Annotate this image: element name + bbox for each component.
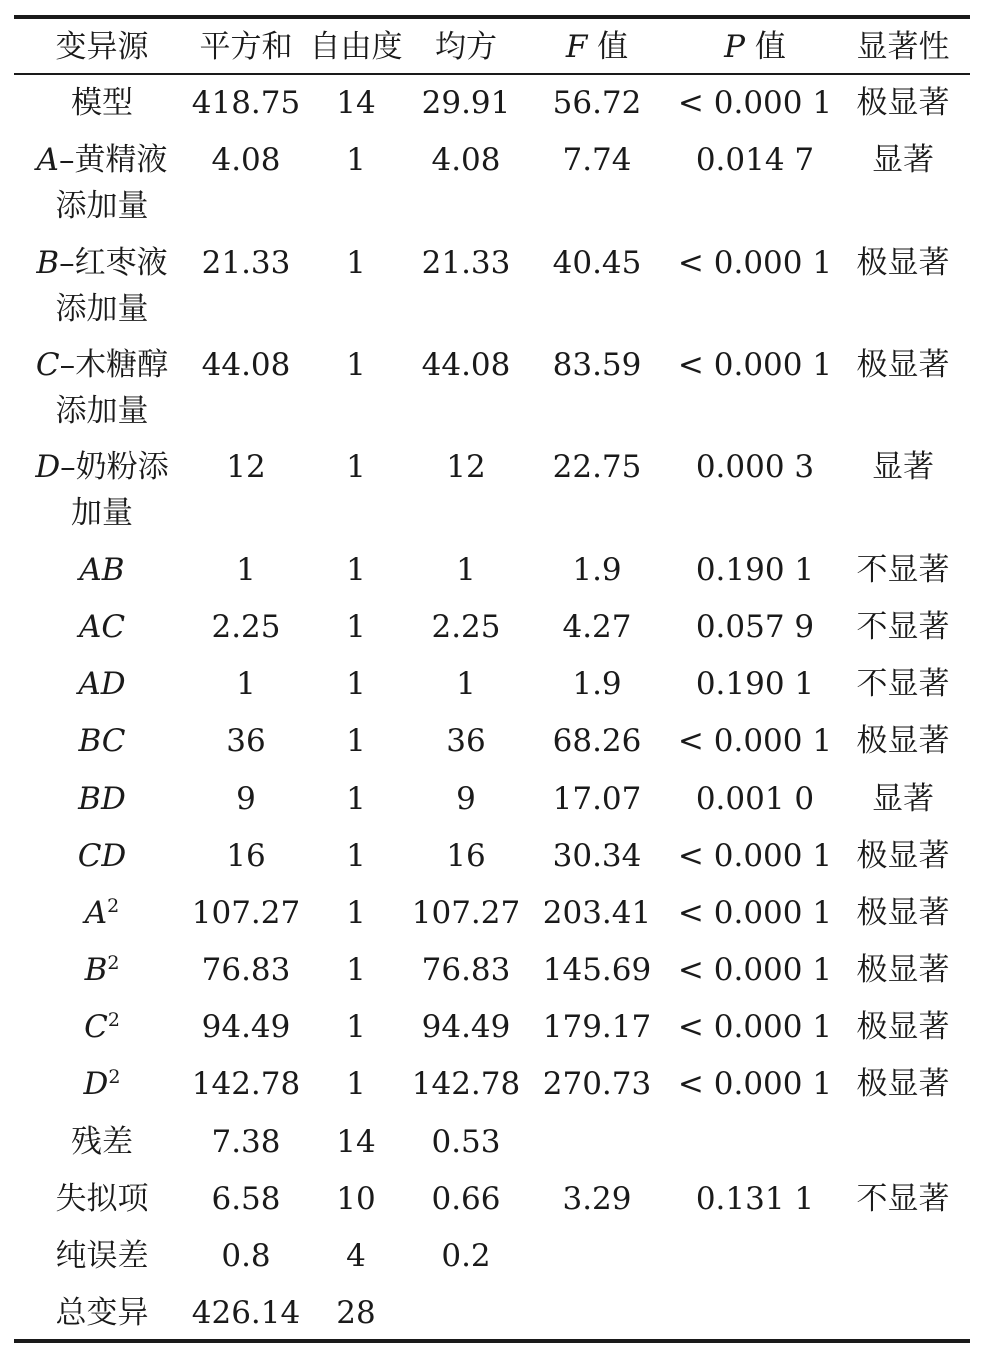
row-source: $C^2$ xyxy=(84,1009,120,1045)
row-df: 1 xyxy=(346,552,366,588)
row-f-value: 1.9 xyxy=(572,666,622,702)
row-source: $A^2$ xyxy=(84,895,120,931)
row-sum-of-squares: 1 xyxy=(236,666,256,702)
row-df: 1 xyxy=(346,838,366,874)
table-header-rule xyxy=(14,73,970,75)
row-significance: 不显著 xyxy=(856,552,950,588)
row-sum-of-squares: 44.08 xyxy=(201,347,291,383)
row-df: 1 xyxy=(346,781,366,817)
row-sum-of-squares: 21.33 xyxy=(201,245,291,281)
header-p-value: P 值 xyxy=(724,29,786,65)
row-mean-square: 0.66 xyxy=(431,1181,501,1217)
row-significance: 极显著 xyxy=(856,723,950,759)
row-p-value: 0.057 9 xyxy=(695,609,815,645)
row-mean-square: 44.08 xyxy=(421,347,511,383)
row-source: 纯误差 xyxy=(55,1238,149,1274)
row-mean-square: 142.78 xyxy=(411,1066,521,1102)
row-sum-of-squares: 418.75 xyxy=(191,85,301,121)
row-sum-of-squares: 2.25 xyxy=(211,609,281,645)
header-source: 变异源 xyxy=(55,29,149,65)
row-mean-square: 107.27 xyxy=(411,895,521,931)
row-p-value: < 0.000 1 xyxy=(677,895,833,931)
row-sum-of-squares: 4.08 xyxy=(211,142,281,178)
row-mean-square: 29.91 xyxy=(421,85,511,121)
row-df: 28 xyxy=(336,1295,376,1331)
row-significance: 极显著 xyxy=(856,1066,950,1102)
header-significance: 显著性 xyxy=(856,29,950,65)
header-f-value: F 值 xyxy=(565,29,629,65)
row-significance: 显著 xyxy=(872,781,934,817)
row-mean-square: 94.49 xyxy=(421,1009,511,1045)
row-source: AC xyxy=(78,609,126,645)
row-df: 1 xyxy=(346,666,366,702)
row-f-value: 7.74 xyxy=(562,142,632,178)
row-df: 1 xyxy=(346,1066,366,1102)
row-p-value: 0.131 1 xyxy=(695,1181,815,1217)
row-df: 4 xyxy=(346,1238,366,1274)
row-source: BD xyxy=(78,781,126,817)
row-p-value: 0.190 1 xyxy=(695,666,815,702)
row-p-value: < 0.000 1 xyxy=(677,952,833,988)
table-top-rule xyxy=(14,15,970,19)
row-p-value: < 0.000 1 xyxy=(677,85,833,121)
row-p-value: < 0.000 1 xyxy=(677,723,833,759)
row-sum-of-squares: 9 xyxy=(236,781,256,817)
header-degrees-of-freedom: 自由度 xyxy=(309,29,403,65)
row-significance: 显著 xyxy=(872,449,934,485)
row-p-value: 0.014 7 xyxy=(695,142,815,178)
row-significance: 显著 xyxy=(872,142,934,178)
row-sum-of-squares: 0.8 xyxy=(221,1238,271,1274)
row-source: $D^2$ xyxy=(83,1066,121,1102)
row-f-value: 179.17 xyxy=(542,1009,652,1045)
row-mean-square: 12 xyxy=(446,449,486,485)
row-source: A–黄精液 添加量 xyxy=(36,142,168,224)
row-df: 1 xyxy=(346,245,366,281)
row-f-value: 22.75 xyxy=(552,449,642,485)
row-p-value: < 0.000 1 xyxy=(677,245,833,281)
row-source: 总变异 xyxy=(55,1295,149,1331)
row-significance: 不显著 xyxy=(856,666,950,702)
row-mean-square: 76.83 xyxy=(421,952,511,988)
row-p-value: < 0.000 1 xyxy=(677,838,833,874)
row-df: 1 xyxy=(346,449,366,485)
row-significance: 极显著 xyxy=(856,245,950,281)
row-source: AD xyxy=(78,666,126,702)
row-p-value: 0.001 0 xyxy=(695,781,815,817)
row-mean-square: 21.33 xyxy=(421,245,511,281)
row-source: 失拟项 xyxy=(55,1181,149,1217)
row-sum-of-squares: 76.83 xyxy=(201,952,291,988)
row-mean-square: 1 xyxy=(456,666,476,702)
row-df: 1 xyxy=(346,347,366,383)
row-f-value: 203.41 xyxy=(542,895,652,931)
row-p-value: < 0.000 1 xyxy=(677,1066,833,1102)
row-source: 模型 xyxy=(71,85,133,121)
row-source: B–红枣液 添加量 xyxy=(36,245,168,327)
row-df: 1 xyxy=(346,952,366,988)
row-f-value: 4.27 xyxy=(562,609,632,645)
row-significance: 不显著 xyxy=(856,1181,950,1217)
row-source: 残差 xyxy=(71,1124,133,1160)
row-f-value: 30.34 xyxy=(552,838,642,874)
row-source: $B^2$ xyxy=(84,952,120,988)
row-significance: 极显著 xyxy=(856,952,950,988)
row-sum-of-squares: 6.58 xyxy=(211,1181,281,1217)
row-sum-of-squares: 36 xyxy=(226,723,266,759)
row-f-value: 17.07 xyxy=(552,781,642,817)
row-sum-of-squares: 16 xyxy=(226,838,266,874)
row-f-value: 1.9 xyxy=(572,552,622,588)
row-df: 1 xyxy=(346,1009,366,1045)
row-source: C–木糖醇 添加量 xyxy=(35,347,169,429)
row-sum-of-squares: 107.27 xyxy=(191,895,301,931)
row-sum-of-squares: 12 xyxy=(226,449,266,485)
row-significance: 不显著 xyxy=(856,609,950,645)
row-significance: 极显著 xyxy=(856,347,950,383)
row-mean-square: 9 xyxy=(456,781,476,817)
row-df: 1 xyxy=(346,609,366,645)
row-f-value: 40.45 xyxy=(552,245,642,281)
header-mean-square: 均方 xyxy=(435,29,497,65)
row-df: 14 xyxy=(336,85,376,121)
row-mean-square: 0.2 xyxy=(441,1238,491,1274)
row-df: 1 xyxy=(346,142,366,178)
row-mean-square: 1 xyxy=(456,552,476,588)
row-source: AB xyxy=(79,552,125,588)
row-f-value: 83.59 xyxy=(552,347,642,383)
row-significance: 极显著 xyxy=(856,895,950,931)
row-mean-square: 16 xyxy=(446,838,486,874)
row-source: D–奶粉添 加量 xyxy=(35,449,169,531)
row-significance: 极显著 xyxy=(856,85,950,121)
row-mean-square: 4.08 xyxy=(431,142,501,178)
row-sum-of-squares: 426.14 xyxy=(191,1295,301,1331)
row-source: BC xyxy=(78,723,126,759)
row-p-value: < 0.000 1 xyxy=(677,1009,833,1045)
row-df: 1 xyxy=(346,723,366,759)
row-p-value: < 0.000 1 xyxy=(677,347,833,383)
row-p-value: 0.190 1 xyxy=(695,552,815,588)
row-mean-square: 0.53 xyxy=(431,1124,501,1160)
row-f-value: 3.29 xyxy=(562,1181,632,1217)
row-f-value: 56.72 xyxy=(552,85,642,121)
header-sum-of-squares: 平方和 xyxy=(199,29,293,65)
row-source: CD xyxy=(77,838,127,874)
row-f-value: 68.26 xyxy=(552,723,642,759)
row-p-value: 0.000 3 xyxy=(695,449,815,485)
row-df: 14 xyxy=(336,1124,376,1160)
row-sum-of-squares: 1 xyxy=(236,552,256,588)
row-significance: 极显著 xyxy=(856,1009,950,1045)
row-sum-of-squares: 142.78 xyxy=(191,1066,301,1102)
row-f-value: 270.73 xyxy=(542,1066,652,1102)
row-f-value: 145.69 xyxy=(542,952,652,988)
row-mean-square: 36 xyxy=(446,723,486,759)
row-significance: 极显著 xyxy=(856,838,950,874)
row-mean-square: 2.25 xyxy=(431,609,501,645)
row-df: 1 xyxy=(346,895,366,931)
row-sum-of-squares: 7.38 xyxy=(211,1124,281,1160)
row-sum-of-squares: 94.49 xyxy=(201,1009,291,1045)
row-df: 10 xyxy=(336,1181,376,1217)
table-bottom-rule xyxy=(14,1339,970,1343)
